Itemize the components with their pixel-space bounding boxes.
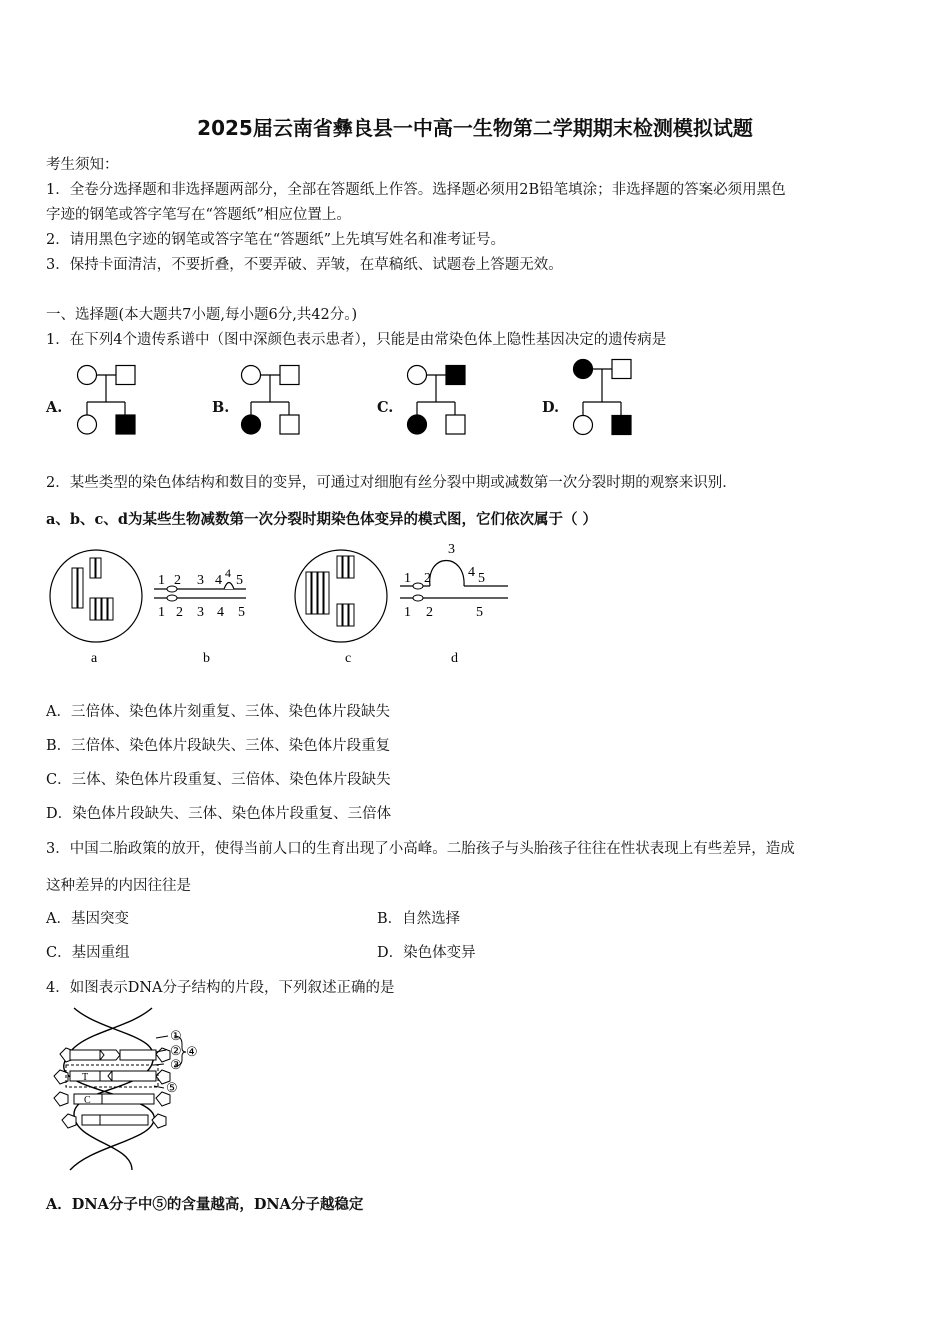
q2-stem-2: a、b、c、d为某些生物减数第一次分裂时期染色体变异的模式图，它们依次属于（ ） bbox=[46, 511, 598, 528]
d-top-5: 5 bbox=[478, 571, 485, 586]
q3-stem-1: 3．中国二胎政策的放开，使得当前人口的生育出现了小高峰。二胎孩子与头胎孩子往往在性状表现上有些差异，造成 bbox=[46, 841, 795, 857]
q1-label-a: A. bbox=[46, 399, 63, 416]
b-bottom-1: 1 bbox=[158, 605, 165, 620]
d-bottom-2: 2 bbox=[426, 605, 433, 620]
q1-stem: 1．在下列4个遗传系谱中（图中深颜色表示患者），只能是由常染色体上隐性基因决定的遗传病是 bbox=[46, 332, 667, 348]
label-2: ② bbox=[170, 1043, 182, 1058]
label-5: ⑤ bbox=[166, 1080, 178, 1095]
b-top-5: 5 bbox=[236, 573, 243, 588]
notice-heading: 考生须知： bbox=[46, 157, 119, 173]
label-1: ① bbox=[170, 1028, 182, 1043]
b-bottom-2: 2 bbox=[176, 605, 183, 620]
pedigree-a bbox=[70, 358, 150, 440]
b-top-1: 1 bbox=[158, 573, 165, 588]
q2-option-c: C．三体、染色体片段重复、三倍体、染色体片段缺失 bbox=[46, 772, 391, 788]
q3-option-b: B．自然选择 bbox=[377, 911, 461, 927]
b-top-4: 4 bbox=[215, 573, 222, 588]
q2-stem-1: 2．某些类型的染色体结构和数目的变异，可通过对细胞有丝分裂中期或减数第一次分裂时期的观察来识别． bbox=[46, 475, 737, 491]
b-top-4-dup: 4 bbox=[225, 566, 231, 580]
section-heading: 一、选择题(本大题共7小题,每小题6分,共42分。) bbox=[46, 307, 358, 323]
q4-stem: 4．如图表示DNA分子结构的片段，下列叙述正确的是 bbox=[46, 980, 395, 996]
d-top-1: 1 bbox=[404, 571, 411, 586]
chromosome-variation-figure bbox=[46, 540, 516, 668]
q2-option-b: B．三倍体、染色体片段缺失、三体、染色体片段重复 bbox=[46, 738, 391, 754]
label-3: ③ bbox=[170, 1057, 182, 1072]
d-top-2: 2 bbox=[424, 571, 431, 586]
pedigree-d bbox=[566, 352, 646, 440]
d-top-3: 3 bbox=[448, 542, 455, 557]
notice-line-1a: 1．全卷分选择题和非选择题两部分，全部在答题纸上作答。选择题必须用2B铅笔填涂；非选择题的答案必须用黑色 bbox=[46, 182, 786, 198]
base-t: T bbox=[82, 1072, 89, 1083]
b-bottom-4: 4 bbox=[217, 605, 224, 620]
q4-option-a: A．DNA分子中⑤的含量越高，DNA分子越稳定 bbox=[46, 1196, 364, 1213]
pedigree-b bbox=[234, 358, 314, 440]
notice-line-2: 2．请用黑色字迹的钢笔或答字笔在“答题纸”上先填写姓名和准考证号。 bbox=[46, 232, 506, 248]
fig-label-c: c bbox=[345, 651, 352, 666]
b-bottom-3: 3 bbox=[197, 605, 204, 620]
b-bottom-5: 5 bbox=[238, 605, 245, 620]
b-top-2: 2 bbox=[174, 573, 181, 588]
q3-option-a: A．基因突变 bbox=[46, 911, 129, 927]
fig-label-a: a bbox=[91, 651, 98, 666]
page-title: 2025届云南省彝良县一中高一生物第二学期期末检测模拟试题 bbox=[197, 116, 753, 140]
d-top-4: 4 bbox=[468, 565, 475, 580]
q3-option-c: C．基因重组 bbox=[46, 945, 130, 961]
base-c: C bbox=[84, 1095, 91, 1106]
q1-label-b: B. bbox=[212, 399, 230, 416]
fig-label-d: d bbox=[451, 651, 458, 666]
q1-label-d: D. bbox=[542, 399, 560, 416]
d-bottom-1: 1 bbox=[404, 605, 411, 620]
q2-option-a: A．三倍体、染色体片刻重复、三体、染色体片段缺失 bbox=[46, 704, 390, 720]
q3-stem-2: 这种差异的内因往往是 bbox=[46, 878, 191, 894]
notice-line-1b: 字迹的钢笔或答字笔写在“答题纸”相应位置上。 bbox=[46, 207, 351, 223]
fig-label-b: b bbox=[203, 651, 210, 666]
dna-structure-figure bbox=[44, 1004, 204, 1174]
label-4: ④ bbox=[186, 1044, 198, 1059]
q2-option-d: D．染色体片段缺失、三体、染色体片段重复、三倍体 bbox=[46, 806, 392, 822]
d-bottom-5: 5 bbox=[476, 605, 483, 620]
notice-line-3: 3．保持卡面清洁，不要折叠，不要弄破、弄皱，在草稿纸、试题卷上答题无效。 bbox=[46, 257, 563, 273]
q3-option-d: D．染色体变异 bbox=[377, 945, 476, 961]
b-top-3: 3 bbox=[197, 573, 204, 588]
q1-label-c: C. bbox=[377, 399, 394, 416]
pedigree-c bbox=[400, 358, 480, 440]
